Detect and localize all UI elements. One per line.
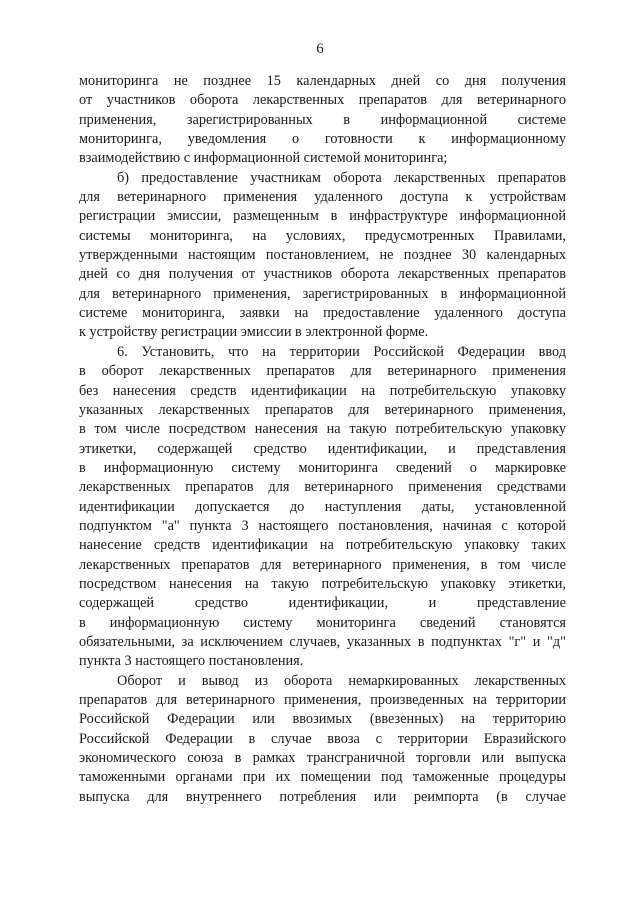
text-line: Российской Федерации или ввозимых (ввезенных) на территорию [79,711,566,728]
text-line: выпуска для внутреннего потребления или реимпорта (в случае [79,788,566,805]
text-line: Российской Федерации в случае ввоза с территории Евразийского [79,730,566,747]
text-line: без нанесения средств идентификации на потребительскую упаковку [79,382,566,399]
text-line: таможенными органами при их помещении под таможенные процедуры [79,769,566,786]
paragraph-subitem-b [79,169,566,343]
text-line: дней со дня получения от участников оборота лекарственных препаратов [79,266,566,283]
text-line: этикетки, содержащей средство идентификации, и представления [79,440,566,457]
text-line: утвержденными настоящим постановлением, не позднее 30 календарных [79,247,566,264]
page-number: 6 [316,41,324,57]
text-line: в информационную систему мониторинга сведений становятся [79,614,566,631]
text-line: идентификации допускается до наступления даты, установленной [79,498,566,515]
text-line: в оборот лекарственных препаратов для ветеринарного применения [79,363,566,380]
text-line: обязательными, за исключением случаев, указанных в подпунктах "г" и "д" [79,633,566,650]
text-line: посредством нанесения на такую потребительскую упаковку этикетки, [79,575,566,592]
paragraph-unmarked-circulation [79,672,566,807]
paragraph-item-6 [79,343,566,672]
text-line: Оборот и вывод из оборота немаркированных лекарственных [117,672,566,689]
text-line: указанных лекарственных препаратов для ветеринарного применения, [79,401,566,418]
text-line: системы мониторинга, на условиях, предусмотренных Правилами, [79,227,566,244]
text-line: взаимодействию с информационной системой мониторинга; [79,150,448,167]
text-line: пункта 3 настоящего постановления. [79,653,304,670]
text-line: нанесение средств идентификации на потребительскую упаковку таких [79,537,566,554]
text-line: системе мониторинга, заявки на предоставление удаленного доступа [79,305,566,322]
text-line: мониторинга не позднее 15 календарных дней со дня получения [79,73,566,89]
text-line: лекарственных препаратов для ветеринарного применения средствами [79,479,566,496]
paragraph-monitoring-notification [79,72,566,169]
text-line: к устройству регистрации эмиссии в электронной форме. [79,324,429,341]
text-line: мониторинга, уведомления о готовности к информационному [79,131,566,148]
text-line: подпунктом "а" пункта 3 настоящего постановления, начиная с которой [79,517,566,534]
text-line: 6. Установить, что на территории Российской Федерации ввод [117,343,566,360]
text-line: для ветеринарного применения удаленного доступа к устройствам [79,189,566,206]
text-line: б) предоставление участникам оборота лекарственных препаратов [117,169,566,186]
text-line: лекарственных препаратов для ветеринарного применения, в том числе [79,556,566,573]
text-line: в информационную систему мониторинга сведений о маркировке [79,459,566,476]
text-line: в том числе посредством нанесения на такую потребительскую упаковку [79,421,566,438]
text-line: препаратов для ветеринарного применения, произведенных на территории [79,692,566,708]
text-line: применения, зарегистрированных в информационной системе [79,111,566,128]
text-line: от участников оборота лекарственных препаратов для ветеринарного [79,92,566,109]
text-line: для ветеринарного применения, зарегистрированных в информационной [79,285,566,302]
document-body [79,72,566,807]
text-line: регистрации эмиссии, размещенным в инфраструктуре информационной [79,208,566,225]
text-line: содержащей средство идентификации, и представление [79,595,566,612]
text-line: экономического союза в рамках трансграничной торговли или выпуска [79,750,566,767]
